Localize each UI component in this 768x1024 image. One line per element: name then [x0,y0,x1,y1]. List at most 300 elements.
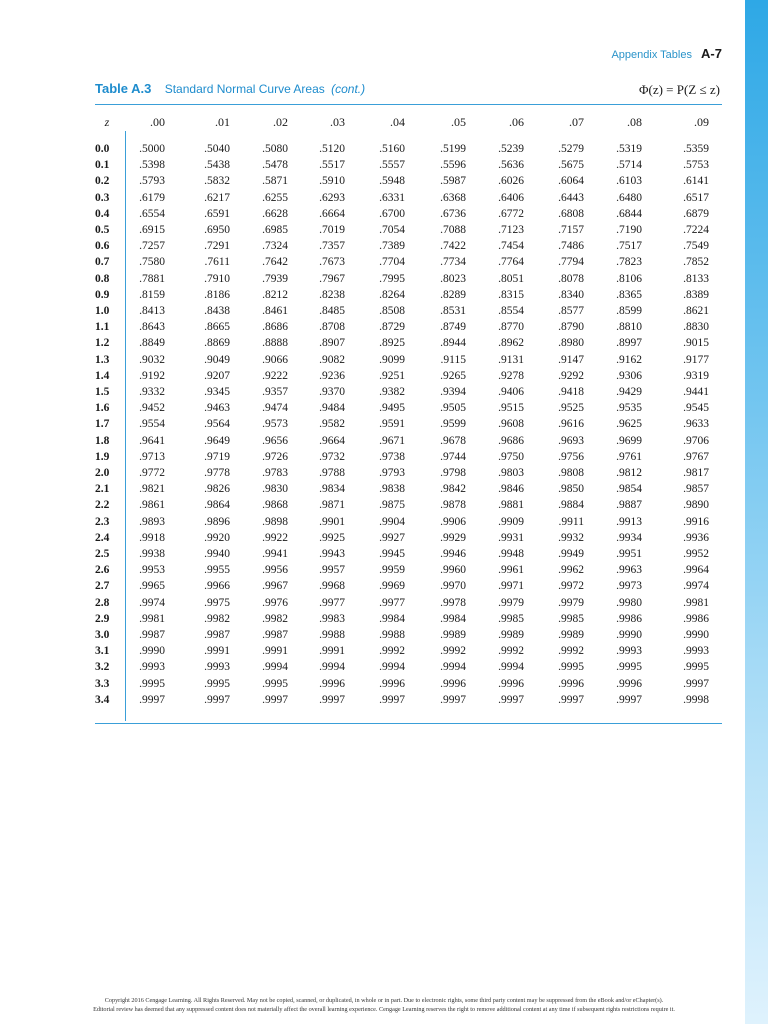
table-cell: .7389 [379,240,405,253]
table-cell: .5557 [379,159,405,172]
table-cell: .5871 [262,175,288,188]
page-edge-color-bar [745,0,768,1024]
table-cell: .7157 [558,224,584,236]
table-cell: .6179 [139,191,165,204]
table-cell: .9798 [440,467,466,479]
table-body [95,141,722,708]
table-cell: .9966 [204,580,230,593]
table-row [95,530,722,546]
table-cell: .7673 [319,256,345,269]
table-cell: .9842 [440,483,466,496]
z-value: 0.8 [95,272,110,285]
table-cell: .9987 [262,629,288,641]
table-cell: .9906 [440,515,466,528]
table-cell: .9969 [379,580,405,593]
table-cell: .9993 [616,645,642,658]
row-group [95,141,722,222]
z-value: 0.4 [95,207,110,220]
table-row [95,578,722,594]
table-cell: .9767 [683,450,709,463]
table-cell: .6844 [616,207,642,220]
table-cell: .9761 [616,450,642,463]
table-cell: .9970 [440,580,466,593]
table-cell: .9744 [440,450,466,463]
table-cell: .7454 [498,240,524,253]
table-row [95,222,722,238]
page-number: A-7 [701,46,722,61]
column-header: .03 [330,115,345,129]
table-cell: .6554 [139,207,165,220]
table-cell: .7704 [379,256,405,269]
table-cell: .7939 [262,272,288,285]
table-cell: .7734 [440,256,466,269]
table-cell: .9985 [498,612,524,625]
table-cell: .5239 [498,143,524,155]
table-cell: .9922 [262,531,288,544]
table-row [95,254,722,270]
table-cell: .9977 [379,596,405,609]
table-cell: .9995 [204,677,230,690]
table-cell: .8686 [262,321,288,334]
table-cell: .9989 [498,629,524,641]
table-cell: .6772 [498,207,524,220]
table-cell: .5714 [616,159,642,172]
table-cell: .9997 [379,693,405,706]
table-cell: .9961 [498,564,524,577]
table-cell: .9772 [139,467,165,479]
table-cell: .9982 [204,612,230,625]
table-cell: .6628 [262,207,288,220]
table-cell: .9980 [616,596,642,609]
row-group [95,546,722,627]
table-cell: .9793 [379,467,405,479]
table-cell: .5359 [683,143,709,155]
table-cell: .9993 [683,645,709,658]
table-cell: .9929 [440,531,466,544]
table-label: Table A.3 [95,81,152,96]
table-cell: .9960 [440,564,466,577]
table-cell: .9971 [498,580,524,593]
column-header: .00 [150,115,165,129]
table-cell: .7549 [683,240,709,253]
z-value: 2.2 [95,499,110,512]
table-cell: .9974 [683,580,709,593]
table-cell: .9996 [498,677,524,690]
table-continued: (cont.) [331,82,366,96]
table-cell: .6700 [379,207,405,220]
table-cell: .9995 [616,661,642,674]
table-cell: .6736 [440,207,466,220]
table-cell: .6293 [319,191,345,204]
table-cell: .9131 [498,353,524,366]
table-cell: .9192 [139,369,165,382]
table-cell: .9911 [558,515,584,528]
table-row [95,546,722,562]
z-value: 3.1 [95,645,110,658]
z-column-header: z [104,115,110,129]
table-row [95,465,722,481]
table-row [95,238,722,254]
table-cell: .9936 [683,531,709,544]
table-cell: .9990 [683,629,709,641]
table-cell: .6985 [262,224,288,236]
table-cell: .9015 [683,337,709,350]
table-cell: .7357 [319,240,345,253]
table-cell: .8907 [319,337,345,350]
table-cell: .9846 [498,483,524,496]
z-value: 0.3 [95,191,110,204]
table-cell: .9975 [204,596,230,609]
table-cell: .9952 [683,548,709,560]
table-cell: .8340 [558,288,584,301]
table-cell: .8238 [319,288,345,301]
table-cell: .7257 [139,240,165,253]
table-cell: .9995 [683,661,709,674]
table-cell: .9207 [204,369,230,382]
table-cell: .9989 [440,629,466,641]
table-cell: .5987 [440,175,466,188]
table-cell: .9997 [440,693,466,706]
table-cell: .9913 [616,515,642,528]
table-cell: .9967 [262,580,288,593]
table-cell: .6217 [204,191,230,204]
table-cell: .8708 [319,321,345,334]
table-cell: .9750 [498,450,524,463]
table-cell: .9931 [498,531,524,544]
table-cell: .9756 [558,450,584,463]
table-cell: .8599 [616,305,642,317]
table-cell: .8643 [139,321,165,334]
table-cell: .9953 [139,564,165,577]
table-cell: .9834 [319,483,345,496]
table-cell: .9881 [498,499,524,512]
z-value: 1.7 [95,418,110,431]
z-value: 2.7 [95,580,110,593]
table-cell: .9986 [683,612,709,625]
table-cell: .8749 [440,321,466,334]
table-cell: .9441 [683,386,709,398]
table-cell: .9713 [139,450,165,463]
table-cell: .6950 [204,224,230,236]
column-header: .01 [215,115,230,129]
table-cell: .9997 [498,693,524,706]
table-cell: .6480 [616,191,642,204]
table-cell: .9959 [379,564,405,577]
column-header: .09 [694,115,709,129]
table-cell: .5793 [139,175,165,188]
table-cell: .9573 [262,418,288,431]
table-row [95,611,722,627]
table-cell: .5120 [319,143,345,155]
copyright-line-2: Editorial review has deemed that any suppressed content does not materially affect the overall learning experience. Cengage Learning reserves the right to remove additional content at any time if subsequent rights restrictions require it. [93,1006,675,1013]
table-cell: .8461 [262,305,288,317]
table-row [95,173,722,189]
table-cell: .9949 [558,548,584,560]
table-cell: .9996 [558,677,584,690]
table-cell: .9901 [319,515,345,528]
table-row [95,384,722,400]
table-row [95,676,722,692]
table-cell: .8830 [683,321,709,334]
table-cell: .9890 [683,499,709,512]
table-cell: .9982 [262,612,288,625]
table-cell: .9977 [319,596,345,609]
table-cell: .9993 [139,661,165,674]
table-cell: .9732 [319,450,345,463]
table-cell: .9940 [204,548,230,560]
table-cell: .9251 [379,369,405,382]
table-cell: .9990 [616,629,642,641]
table-cell: .5398 [139,159,165,172]
table-cell: .9418 [558,386,584,398]
table-row [95,319,722,335]
table-row [95,352,722,368]
table-cell: .9943 [319,548,345,560]
z-value: 2.3 [95,515,110,528]
table-cell: .7794 [558,256,584,269]
table-bottom-rule [95,723,722,724]
table-cell: .9788 [319,467,345,479]
table-cell: .8315 [498,288,524,301]
table-cell: .9927 [379,531,405,544]
table-cell: .9357 [262,386,288,398]
z-value: 0.0 [95,143,110,155]
table-cell: .9803 [498,467,524,479]
table-cell: .8051 [498,272,524,285]
table-cell: .9535 [616,402,642,415]
table-cell: .9162 [616,353,642,366]
table-cell: .9996 [616,677,642,690]
table-cell: .9955 [204,564,230,577]
table-cell: .9948 [498,548,524,560]
table-cell: .9821 [139,483,165,496]
table-cell: .9699 [616,434,642,447]
table-cell: .9993 [204,661,230,674]
table-cell: .9222 [262,369,288,382]
copyright-footer [0,996,768,1014]
table-cell: .7486 [558,240,584,253]
table-cell: .9474 [262,402,288,415]
section-name: Appendix Tables [611,49,692,61]
table-cell: .9505 [440,402,466,415]
table-cell: .7995 [379,272,405,285]
table-cell: .7881 [139,272,165,285]
table-cell: .8106 [616,272,642,285]
table-cell: .9964 [683,564,709,577]
table-cell: .6808 [558,207,584,220]
table-cell: .7088 [440,224,466,236]
table-cell: .7190 [616,224,642,236]
table-row [95,368,722,384]
table-cell: .5160 [379,143,405,155]
table-cell: .9992 [498,645,524,658]
table-cell: .9633 [683,418,709,431]
table-cell: .8554 [498,305,524,317]
table-cell: .7224 [683,224,709,236]
table-cell: .9934 [616,531,642,544]
table-cell: .6664 [319,207,345,220]
table-cell: .9656 [262,434,288,447]
table-cell: .9808 [558,467,584,479]
table-cell: .9994 [440,661,466,674]
z-value: 1.2 [95,337,110,350]
table-cell: .8577 [558,305,584,317]
table-cell: .9783 [262,467,288,479]
z-value: 1.9 [95,450,110,463]
table-cell: .9452 [139,402,165,415]
table-cell: .9898 [262,515,288,528]
table-cell: .6368 [440,191,466,204]
table-cell: .8438 [204,305,230,317]
table-cell: .9932 [558,531,584,544]
z-value: 3.4 [95,693,110,706]
table-cell: .9649 [204,434,230,447]
table-cell: .9991 [262,645,288,658]
z-value: 2.5 [95,548,110,560]
table-cell: .8289 [440,288,466,301]
column-header: .08 [627,115,642,129]
table-cell: .9976 [262,596,288,609]
table-cell: .8264 [379,288,405,301]
table-cell: .9545 [683,402,709,415]
table-cell: .9996 [319,677,345,690]
table-cell: .8869 [204,337,230,350]
table-row [95,562,722,578]
table-cell: .9678 [440,434,466,447]
column-header: .06 [509,115,524,129]
table-cell: .9904 [379,515,405,528]
z-value: 3.3 [95,677,110,690]
table-cell: .9778 [204,467,230,479]
table-cell: .9992 [558,645,584,658]
table-cell: .7019 [319,224,345,236]
table-cell: .9985 [558,612,584,625]
table-row [95,659,722,675]
table-row [95,335,722,351]
table-cell: .9306 [616,369,642,382]
table-cell: .9997 [683,677,709,690]
table-row [95,595,722,611]
table-cell: .6255 [262,191,288,204]
table-cell: .6915 [139,224,165,236]
table-row [95,643,722,659]
table-cell: .8849 [139,337,165,350]
table-cell: .6879 [683,207,709,220]
table-cell: .8665 [204,321,230,334]
table-cell: .7967 [319,272,345,285]
table-row [95,433,722,449]
table-cell: .9996 [440,677,466,690]
table-cell: .9319 [683,369,709,382]
table-cell: .9997 [139,693,165,706]
table-cell: .9495 [379,402,405,415]
table-cell: .5675 [558,159,584,172]
table-cell: .9920 [204,531,230,544]
table-cell: .5596 [440,159,466,172]
table-cell: .5438 [204,159,230,172]
z-value: 2.1 [95,483,110,496]
table-cell: .8980 [558,337,584,350]
table-cell: .7910 [204,272,230,285]
table-cell: .7291 [204,240,230,253]
table-cell: .9099 [379,353,405,366]
table-cell: .9997 [319,693,345,706]
z-value: 1.0 [95,305,110,317]
z-value: 1.3 [95,353,110,366]
table-cell: .9984 [379,612,405,625]
table-cell: .6517 [683,191,709,204]
z-value: 0.5 [95,224,110,236]
table-cell: .9994 [319,661,345,674]
table-row [95,303,722,319]
table-cell: .9998 [683,693,709,706]
table-cell: .9706 [683,434,709,447]
table-cell: .9978 [440,596,466,609]
table-cell: .9979 [558,596,584,609]
table-cell: .9938 [139,548,165,560]
table-row [95,514,722,530]
table-cell: .9945 [379,548,405,560]
column-header: .04 [390,115,405,129]
table-cell: .9868 [262,499,288,512]
row-group [95,627,722,708]
table-cell: .8810 [616,321,642,334]
z-value: 2.0 [95,467,110,479]
table-cell: .5910 [319,175,345,188]
table-cell: .9838 [379,483,405,496]
z-value: 1.6 [95,402,110,415]
table-cell: .7324 [262,240,288,253]
table-cell: .9738 [379,450,405,463]
table-cell: .6064 [558,175,584,188]
table-row [95,157,722,173]
table-cell: .9992 [379,645,405,658]
table-cell: .8944 [440,337,466,350]
table-cell: .8962 [498,337,524,350]
table-cell: .8133 [683,272,709,285]
table-cell: .9265 [440,369,466,382]
table-cell: .9962 [558,564,584,577]
table-cell: .9987 [139,629,165,641]
table-cell: .9686 [498,434,524,447]
table-cell: .9995 [262,677,288,690]
table-cell: .9564 [204,418,230,431]
table-cell: .9988 [379,629,405,641]
table-cell: .9981 [683,596,709,609]
table-cell: .9996 [379,677,405,690]
table-cell: .9994 [379,661,405,674]
table-cell: .5478 [262,159,288,172]
table-cell: .7823 [616,256,642,269]
table-cell: .6103 [616,175,642,188]
table-cell: .9946 [440,548,466,560]
table-row [95,141,722,157]
table-cell: .5199 [440,143,466,155]
table-cell: .9987 [204,629,230,641]
table-cell: .5832 [204,175,230,188]
z-value: 2.8 [95,596,110,609]
z-value: 1.5 [95,386,110,398]
table-row [95,481,722,497]
table-cell: .5000 [139,143,165,155]
table-cell: .9066 [262,353,288,366]
table-caption [95,81,365,96]
table-cell: .9599 [440,418,466,431]
table-cell: .9817 [683,467,709,479]
table-cell: .8888 [262,337,288,350]
table-cell: .9719 [204,450,230,463]
table-cell: .9177 [683,353,709,366]
